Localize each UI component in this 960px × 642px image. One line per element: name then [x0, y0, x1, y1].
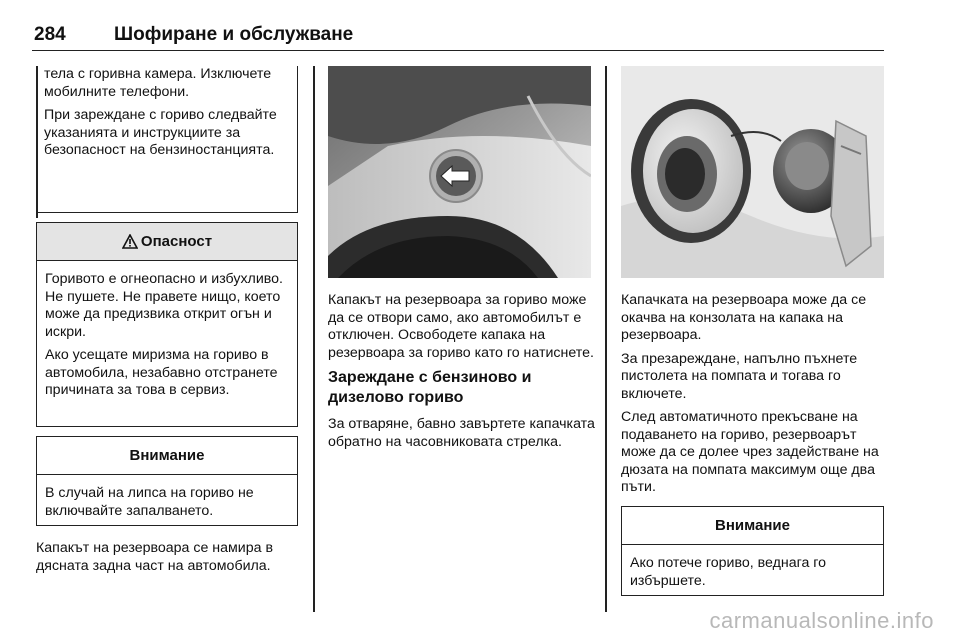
paragraph: При зареждане с гориво следвайте указанията и инструкциите за безопасност на бензиностанцията. — [44, 107, 277, 158]
notice-box-2 — [621, 506, 884, 596]
danger-box — [36, 222, 298, 427]
page-header — [32, 20, 884, 51]
continued-text-block — [36, 66, 298, 213]
column-3 — [621, 292, 891, 503]
chapter-title: Шофиране и обслужване — [114, 24, 354, 45]
notice-box-header — [622, 507, 883, 545]
paragraph: тела с горивна камера. Изключете мобилните телефони. — [44, 66, 272, 100]
fuel-cap-photo — [621, 66, 884, 278]
page-number: 284 — [34, 24, 66, 45]
warning-triangle-icon — [122, 234, 138, 249]
paragraph: Капачката на резервоара може да се окачва на конзолата на капака на резервоара. — [621, 292, 867, 343]
column-divider-2 — [605, 66, 607, 612]
danger-box-header — [37, 223, 297, 261]
notice-box — [36, 436, 298, 526]
fuel-flap-photo — [328, 66, 591, 278]
paragraph: Капакът на резервоара за гориво може да се отвори само, ако автомобилът е отключен. Освободете капака на резервоара за гориво като го натиснете. — [328, 292, 594, 361]
paragraph: След автоматичното прекъсване на подаването на гориво, резервоарът може да се долее чрез задействане на дюзата на помпата максимум още два пъти. — [621, 409, 879, 495]
column-divider-1 — [313, 66, 315, 612]
section-heading: Зареждане с бензиново и дизелово гориво — [328, 369, 532, 406]
paragraph: Ако усещате миризма на гориво в автомобила, незабавно отстранете причината за това в сервиз. — [45, 347, 278, 398]
column-1-bottom — [36, 540, 304, 581]
column-1 — [36, 66, 298, 213]
paragraph: За отваряне, бавно завъртете капачката обратно на часовниковата стрелка. — [328, 416, 595, 450]
paragraph: В случай на липса на гориво не включвайте запалването. — [45, 485, 254, 519]
car-side-illustration — [328, 66, 591, 278]
paragraph: Ако потече гориво, веднага го избършете. — [630, 555, 827, 589]
danger-title: Опасност — [140, 233, 213, 250]
paragraph: За презареждане, напълно пъхнете пистолета на помпата и тогава го включете. — [621, 350, 858, 402]
notice-title: Внимание — [129, 447, 205, 464]
column-2 — [328, 292, 598, 457]
notice-box-header — [37, 437, 297, 475]
notice-title: Внимание — [715, 517, 790, 534]
fuel-cap-illustration — [621, 66, 884, 278]
paragraph: Капакът на резервоара се намира в дясната задна част на автомобила. — [36, 540, 273, 574]
watermark: carmanualsonline.info — [709, 608, 934, 633]
paragraph: Горивото е огнеопасно и избухливо. Не пушете. Не правете нищо, което може да предизвика открит огън и искри. — [45, 271, 283, 340]
